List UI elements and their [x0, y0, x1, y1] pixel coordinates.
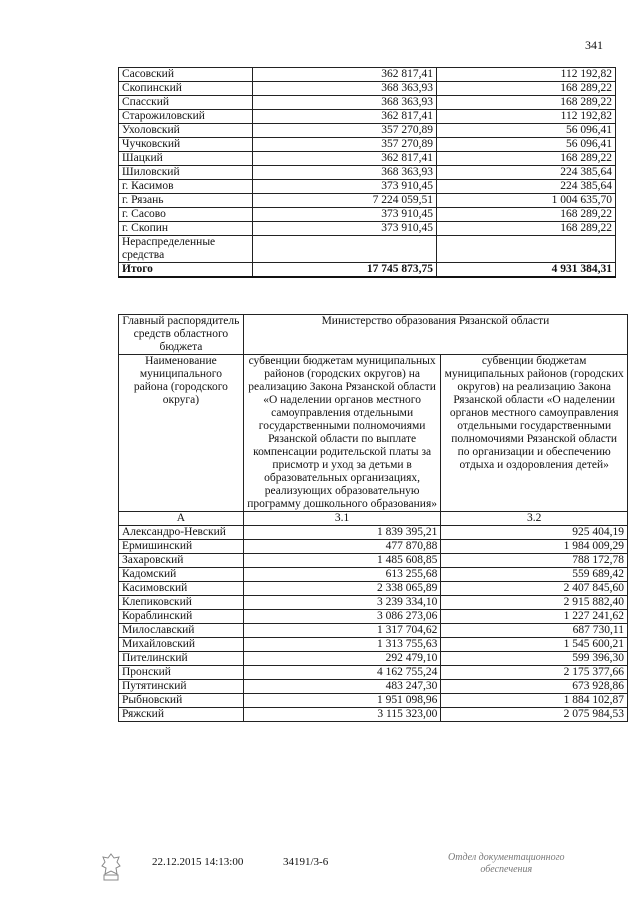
- cell-v1: 357 270,89: [253, 124, 437, 138]
- total-row: [119, 263, 616, 278]
- cell-name: Милославский: [119, 624, 244, 638]
- cell-v2: 1 884 102,87: [441, 694, 628, 708]
- cell-v2: 56 096,41: [436, 138, 615, 152]
- cell-v2: 1 004 635,70: [436, 194, 615, 208]
- table-row: [119, 540, 628, 554]
- col-2-title: субвенции бюджетам муниципальных районов (городских округов) на реализацию Закона Рязанской области «О наделении органов местного самоуправления отдельными государственными полномочиями Рязанской области по организации и обеспечению отдыха и оздоровления детей»: [441, 355, 628, 512]
- stamp-line-2: обеспечения: [480, 864, 533, 875]
- table-row: [119, 708, 628, 722]
- cell-v1: 373 910,45: [253, 208, 437, 222]
- cell-v2: 224 385,64: [436, 180, 615, 194]
- cell-name: Нераспределенные средства: [119, 236, 253, 263]
- cell-v1: 1 951 098,96: [243, 694, 441, 708]
- cell-name: Кадомский: [119, 568, 244, 582]
- cell-v1: 368 363,93: [253, 96, 437, 110]
- col-a-title: Наименование муниципального района (городского округа): [119, 355, 244, 512]
- table-row: [119, 680, 628, 694]
- cell-name: Ряжский: [119, 708, 244, 722]
- col-number-2: 3.2: [441, 512, 628, 526]
- cell-v1: 1 839 395,21: [243, 526, 441, 540]
- cell-v2: 559 689,42: [441, 568, 628, 582]
- department-stamp: [448, 852, 565, 876]
- cell-v2: 687 730,11: [441, 624, 628, 638]
- table-row: [119, 110, 616, 124]
- cell-v1: 483 247,30: [243, 680, 441, 694]
- cell-name: Чучковский: [119, 138, 253, 152]
- table-row: [119, 610, 628, 624]
- table-row: [119, 568, 628, 582]
- cell-v2: 112 192,82: [436, 110, 615, 124]
- cell-v1: 1 317 704,62: [243, 624, 441, 638]
- cell-name: Александро-Невский: [119, 526, 244, 540]
- table-row: [119, 624, 628, 638]
- col-number-1: 3.1: [243, 512, 441, 526]
- cell-v1: 4 162 755,24: [243, 666, 441, 680]
- cell-name: Ермишинский: [119, 540, 244, 554]
- total-v1: 17 745 873,75: [253, 263, 437, 278]
- header-label-cell: Главный распорядитель средств областного бюджета: [119, 315, 244, 355]
- cell-name: Путятинский: [119, 680, 244, 694]
- stamp-line-1: Отдел документационного: [448, 852, 565, 863]
- cell-name: Шиловский: [119, 166, 253, 180]
- cell-v1: 3 086 273,06: [243, 610, 441, 624]
- cell-v1: 3 239 334,10: [243, 596, 441, 610]
- cell-v1: 368 363,93: [253, 166, 437, 180]
- cell-name: Старожиловский: [119, 110, 253, 124]
- table-row: [119, 82, 616, 96]
- cell-v1: 368 363,93: [253, 82, 437, 96]
- cell-v1: 7 224 059,51: [253, 194, 437, 208]
- table-row: [119, 180, 616, 194]
- cell-v2: 2 915 882,40: [441, 596, 628, 610]
- cell-v1: 292 479,10: [243, 652, 441, 666]
- total-v2: 4 931 384,31: [436, 263, 615, 278]
- cell-v2: 56 096,41: [436, 124, 615, 138]
- cell-v2: [436, 236, 615, 263]
- cell-name: г. Сасово: [119, 208, 253, 222]
- table-row: [119, 124, 616, 138]
- cell-v1: 1 313 755,63: [243, 638, 441, 652]
- table-row: [119, 652, 628, 666]
- table-row: [119, 68, 616, 82]
- table-row: [119, 194, 616, 208]
- cell-v2: 673 928,86: [441, 680, 628, 694]
- cell-v2: 1 984 009,29: [441, 540, 628, 554]
- total-name: Итого: [119, 263, 253, 278]
- table-row: [119, 554, 628, 568]
- table-row: [119, 694, 628, 708]
- table-row: [119, 138, 616, 152]
- footer-datetime: 22.12.2015 14:13:00: [152, 856, 244, 868]
- table-row: [119, 596, 628, 610]
- table-row: [119, 582, 628, 596]
- cell-name: Пронский: [119, 666, 244, 680]
- cell-name: Касимовский: [119, 582, 244, 596]
- cell-v2: 168 289,22: [436, 82, 615, 96]
- cell-v2: 599 396,30: [441, 652, 628, 666]
- table-allocation-continued: [118, 67, 616, 278]
- cell-v1: 373 910,45: [253, 180, 437, 194]
- cell-v2: 2 407 845,60: [441, 582, 628, 596]
- cell-v2: 1 545 600,21: [441, 638, 628, 652]
- cell-v1: [253, 236, 437, 263]
- cell-v2: 168 289,22: [436, 96, 615, 110]
- coat-of-arms-icon: [100, 852, 122, 882]
- cell-v2: 224 385,64: [436, 166, 615, 180]
- col-1-title: субвенции бюджетам муниципальных районов (городских округов) на реализацию Закона Рязанской области «О наделении органов местного самоуправления отдельными государственными полномочиями Рязанской области по выплате компенсации родительской платы за присмотр и уход за детьми в образовательных организациях, реализующих образовательную программу дошкольного образования»: [243, 355, 441, 512]
- cell-name: Скопинский: [119, 82, 253, 96]
- table-row: [119, 236, 616, 263]
- cell-v1: 362 817,41: [253, 110, 437, 124]
- cell-name: Ухоловский: [119, 124, 253, 138]
- cell-name: Сасовский: [119, 68, 253, 82]
- cell-v2: 925 404,19: [441, 526, 628, 540]
- cell-name: г. Касимов: [119, 180, 253, 194]
- cell-name: Захаровский: [119, 554, 244, 568]
- cell-v2: 168 289,22: [436, 152, 615, 166]
- cell-v1: 362 817,41: [253, 68, 437, 82]
- table-row: [119, 638, 628, 652]
- cell-v2: 1 227 241,62: [441, 610, 628, 624]
- header-ministry-cell: Министерство образования Рязанской области: [243, 315, 627, 355]
- table-education-subventions: [118, 314, 628, 722]
- cell-v2: 168 289,22: [436, 222, 615, 236]
- cell-name: Рыбновский: [119, 694, 244, 708]
- cell-name: г. Рязань: [119, 194, 253, 208]
- table-row: [119, 166, 616, 180]
- cell-v1: 477 870,88: [243, 540, 441, 554]
- cell-name: Шацкий: [119, 152, 253, 166]
- table-row: [119, 666, 628, 680]
- table-row: [119, 96, 616, 110]
- cell-name: Михайловский: [119, 638, 244, 652]
- cell-v2: 112 192,82: [436, 68, 615, 82]
- page-number: 341: [585, 38, 603, 52]
- cell-name: г. Скопин: [119, 222, 253, 236]
- cell-name: Спасский: [119, 96, 253, 110]
- cell-v2: 168 289,22: [436, 208, 615, 222]
- table-row: [119, 208, 616, 222]
- cell-name: Пителинский: [119, 652, 244, 666]
- cell-v2: 788 172,78: [441, 554, 628, 568]
- footer-doc-number: 34191/3-6: [283, 856, 329, 868]
- table-row: [119, 152, 616, 166]
- col-number-a: А: [119, 512, 244, 526]
- cell-name: Кораблинский: [119, 610, 244, 624]
- cell-v2: 2 075 984,53: [441, 708, 628, 722]
- cell-v1: 613 255,68: [243, 568, 441, 582]
- table-row: [119, 526, 628, 540]
- cell-v1: 362 817,41: [253, 152, 437, 166]
- cell-v1: 2 338 065,89: [243, 582, 441, 596]
- cell-name: Клепиковский: [119, 596, 244, 610]
- cell-v1: 3 115 323,00: [243, 708, 441, 722]
- cell-v2: 2 175 377,66: [441, 666, 628, 680]
- cell-v1: 373 910,45: [253, 222, 437, 236]
- cell-v1: 1 485 608,85: [243, 554, 441, 568]
- table-row: [119, 222, 616, 236]
- cell-v1: 357 270,89: [253, 138, 437, 152]
